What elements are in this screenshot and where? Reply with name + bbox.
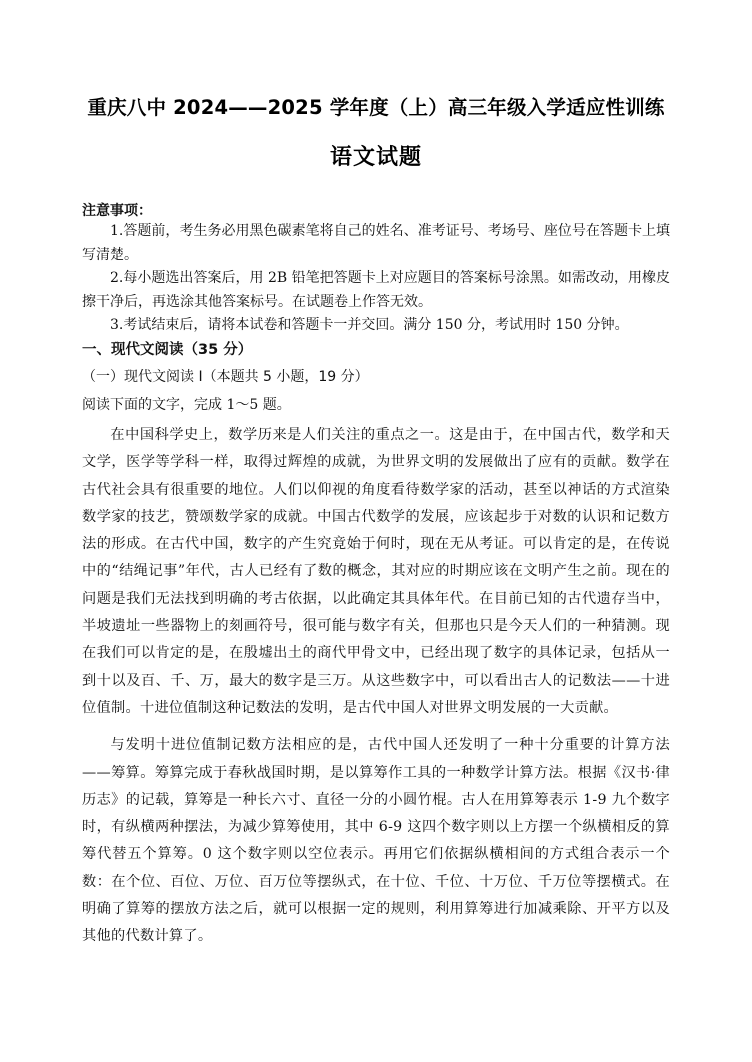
- note-item: 1.答题前，考生务必用黑色碳素笔将自己的姓名、准考证号、考场号、座位号在答题卡上填写清楚。: [82, 223, 670, 263]
- passage-paragraph: 在中国科学史上，数学历来是人们关注的重点之一。这是由于，在中国古代，数学和天文学，医学等学科一样，取得过辉煌的成就，为世界文明的发展做出了应有的贡献。数学在古代社会具有很重要的地位。人们以仰视的角度看待数学家的活动，甚至以神话的方式渲染数学家的技艺，赞颂数学家的成就。中国古代数学的发展，应该起步于对数的认识和记数方法的形成。在古代中国，数字的产生究竟始于何时，现在无从考证。可以肯定的是，在传说中的“结绳记事”年代，古人已经有了数的概念，其对应的时期应该在文明产生之前。现在的问题是我们无法找到明确的考古依据，以此确定其具体年代。在目前已知的古代遗存当中，半坡遗址一些器物上的刻画符号，很可能与数字有关，但那也只是今天人们的一种猜测。现在我们可以肯定的是，在殷墟出土的商代甲骨文中，已经出现了数字的具体记录，包括从一到十以及百、千、万，最大的数字是三万。从这些数字中，可以看出古人的记数法——十进位值制。十进位值制这种记数法的发明，是古代中国人对世界文明发展的一大贡献。: [82, 427, 670, 716]
- exam-title: 重庆八中 2024——2025 学年度（上）高三年级入学适应性训练: [87, 96, 665, 119]
- subject-title: 语文试题: [329, 145, 422, 170]
- reading-passage: [82, 422, 670, 951]
- note-item: 2.每小题选出答案后，用 2B 铅笔把答题卡上对应题目的答案标号涂黑。如需改动，用橡皮擦干净后，再选涂其他答案标号。在试题卷上作答无效。: [82, 270, 670, 310]
- notes-heading: 注意事项：: [82, 203, 152, 219]
- section-title: 一、现代文阅读（35 分）: [82, 342, 253, 358]
- subsection-title: [82, 366, 369, 386]
- reading-instruction: 阅读下面的文字，完成 1～5 题。: [82, 397, 291, 413]
- note-item: 3.考试结束后，请将本试卷和答题卡一并交回。满分 150 分，考试用时 150 分钟。: [110, 317, 629, 333]
- notes-list: [82, 220, 670, 338]
- subsection-text: （一）现代文阅读 I（本题共 5 小题，19 分）: [82, 369, 369, 385]
- passage-paragraph: 与发明十进位值制记数方法相应的是，古代中国人还发明了一种十分重要的计算方法——筹算。筹算完成于春秋战国时期，是以算筹作工具的一种数学计算方法。根据《汉书·律历志》的记载，算筹是一种长六寸、直径一分的小圆竹棍。古人在用算筹表示 1-9 九个数字时，有纵横两种摆法，为减少算筹使用，其中 6-9 这四个数字则以上方摆一个纵横相反的算筹代替五个算筹。0 这个数字则以空位表示。再用它们依据纵横相间的方式组合表示一个数：在个位、百位、万位、百万位等摆纵式，在十位、千位、十万位、千万位等摆横式。在明确了算筹的摆放方法之后，就可以根据一定的规则，利用算筹进行加减乘除、开平方以及其他的代数计算了。: [82, 737, 670, 945]
